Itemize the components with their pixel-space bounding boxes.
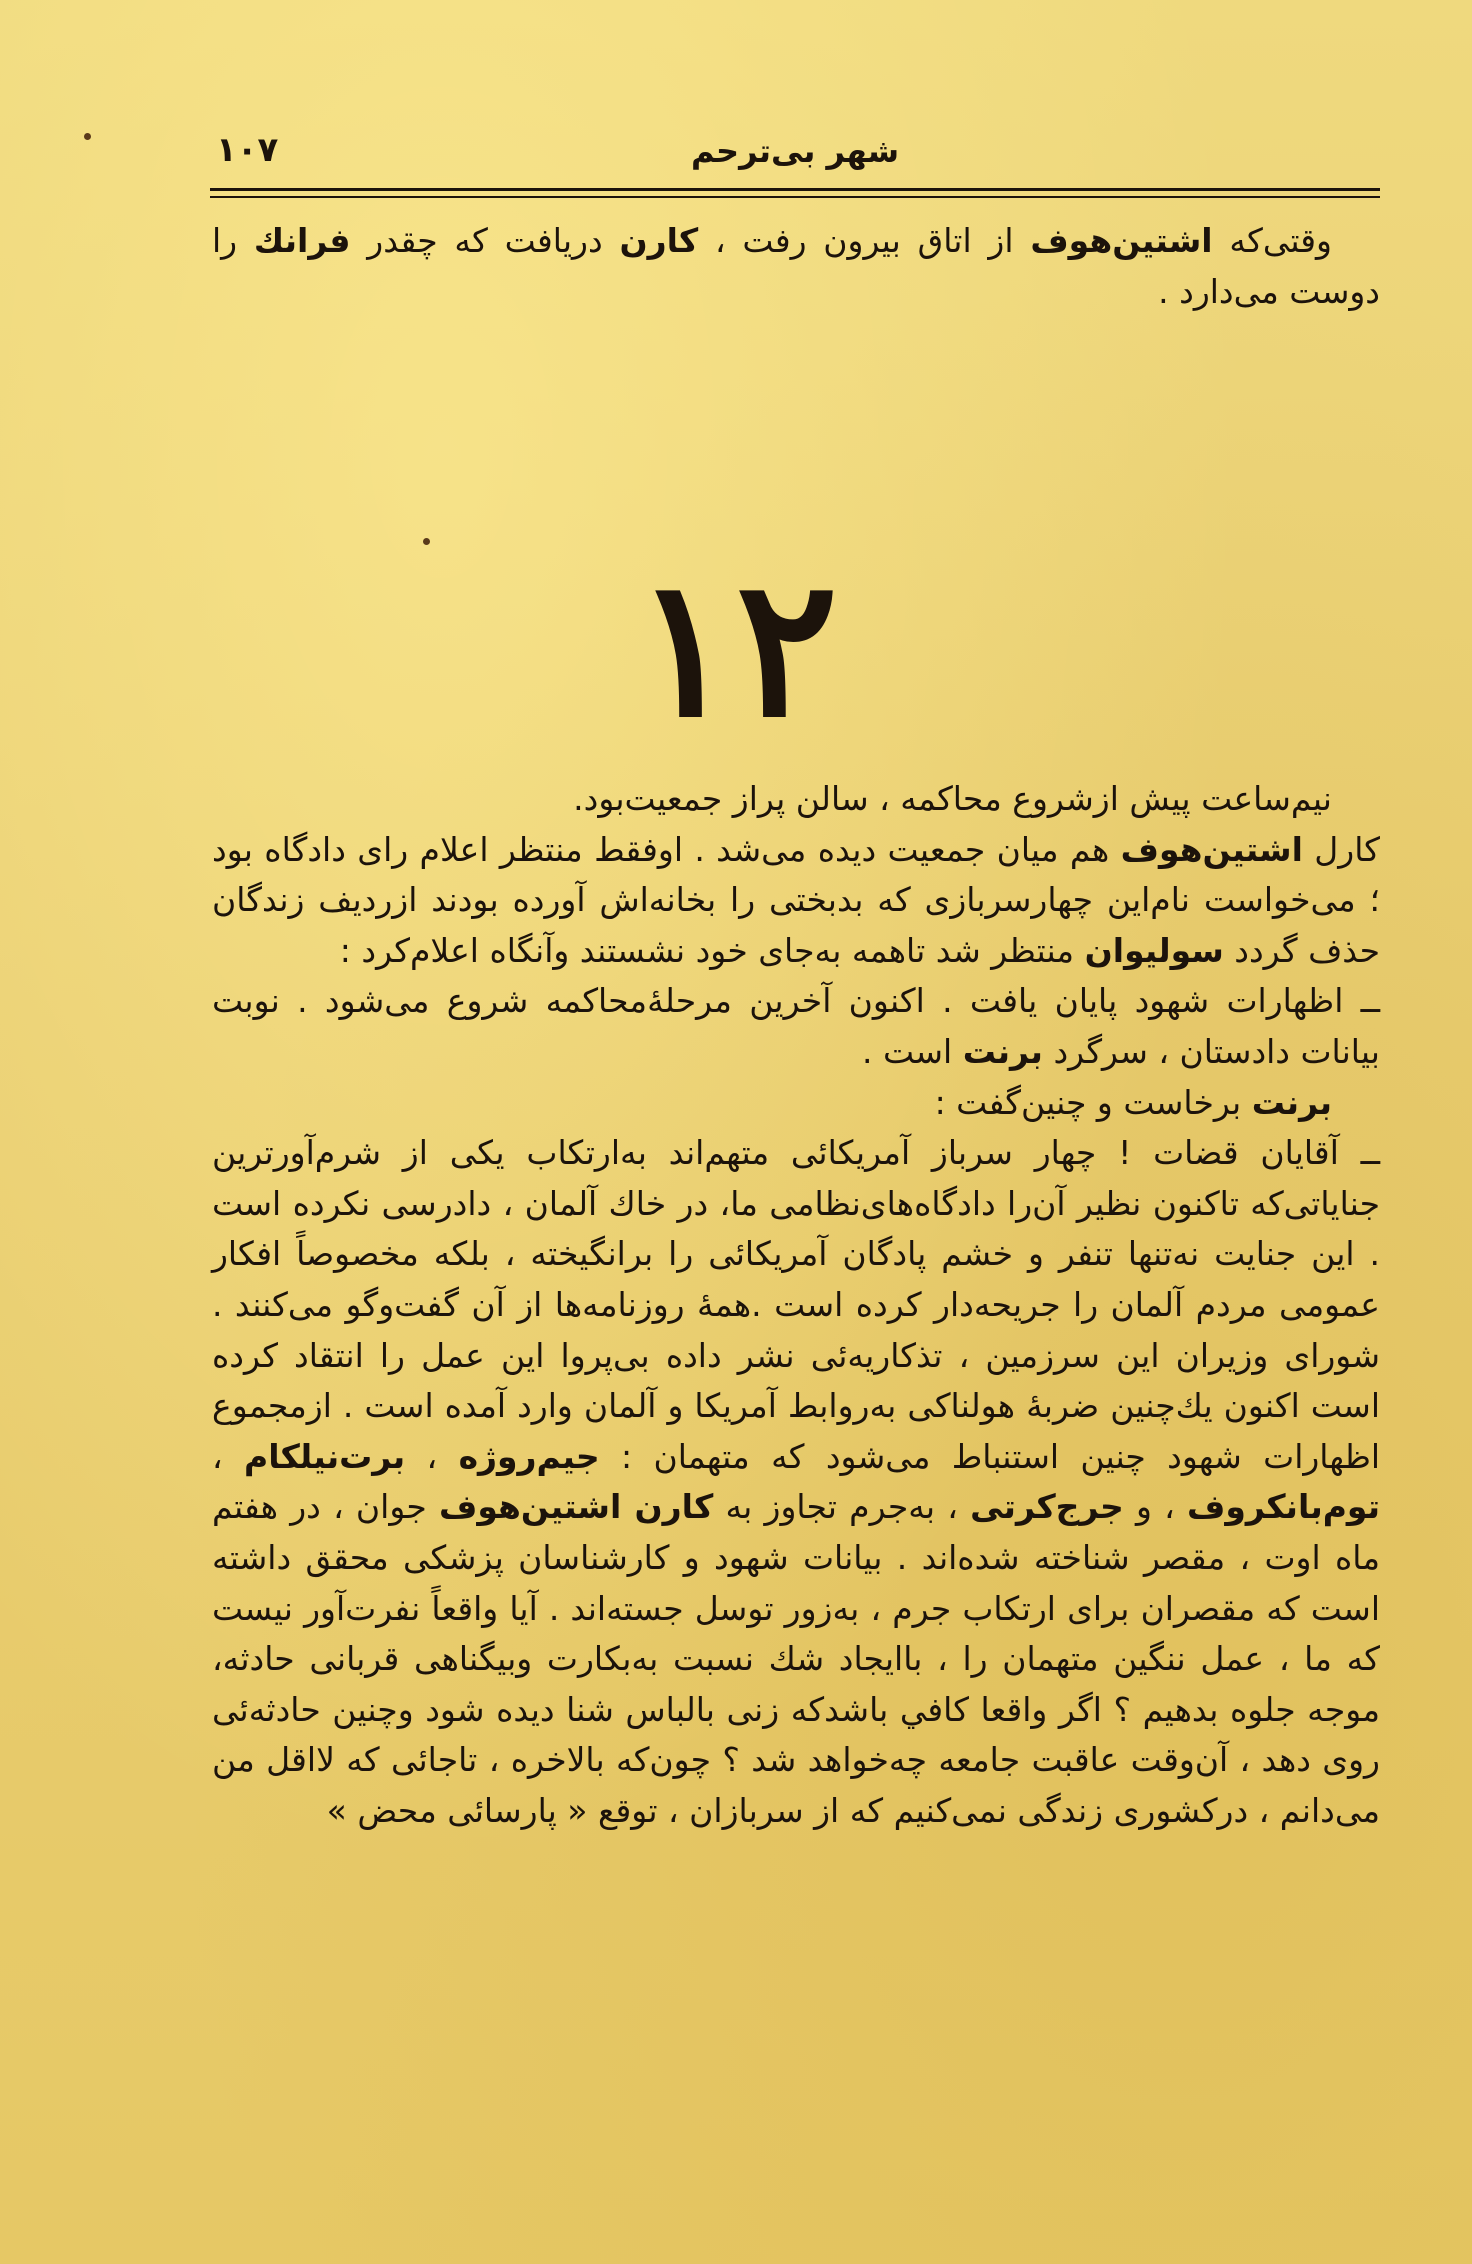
character-name: جیم‌روژه [458, 1436, 600, 1476]
character-name: اشتین‌هوف [1120, 829, 1303, 869]
character-name: جرج‌کرتی [970, 1487, 1124, 1527]
chapter-number: ۱۲ [633, 536, 839, 759]
character-name: توم‌بانکروف [1186, 1487, 1380, 1527]
chapter-body [212, 774, 1380, 1836]
page-header [210, 128, 1380, 188]
character-name: سولیوان [1084, 930, 1224, 970]
paragraph: برنت برخاست و چنین‌گفت : [934, 1082, 1332, 1122]
character-name: برنت [962, 1031, 1043, 1071]
character-name: برت‌نیلکام [244, 1436, 406, 1476]
paragraph: ــ اظهارات شهود پایان یافت . اکنون آخرین مرحلهٔ‌محاکمه شروع می‌شود . نوبت بیانات دادستان ، سرگرد برنت است . [212, 981, 1380, 1071]
paragraph: ــ آقایان قضات ! چهار سرباز آمریکائی متهم‌اند به‌ارتکاب یکی از شرم‌آورترین جنایاتی‌که تاکنون نظیر آن‌را دادگاه‌های‌نظامی ما، در خاك آلمان ، دادرسی نکرده است . این جنایت نه‌تنها تنفر و خشم پادگان آمریکائی را برانگیخته ، بلکه مخصوصاً افکار عمومی مردم آلمان را جریحه‌دار کرده است .همهٔ روزنامه‌ها از آن گفت‌وگو می‌کنند . شورای وزیران این سرزمین ، تذکاریه‌ئی نشر داده بی‌پروا این عمل را انتقاد کرده است اکنون یك‌چنین ضربهٔ هولناکی به‌روابط آمریکا و آلمان وارد آمده است . ازمجموع اظهارات شهود چنین استنباط می‌شود که متهمان : جیم‌روژه ، برت‌نیلکام ، توم‌بانکروف ، و جرج‌کرتی ، به‌جرم تجاوز به کارن اشتین‌هوف جوان ، در هفتم ماه اوت ، مقصر شناخته شده‌اند . بیانات شهود و کارشناسان پزشکی محقق داشته است که مقصران برای ارتکاب جرم ، به‌زور توسل جسته‌اند . آیا واقعاً نفرت‌آور نیست که ما ، عمل ننگین متهمان را ، باایجاد شك نسبت به‌بکارت وبیگناهی قربانی حادثه، موجه جلوه بدهیم ؟ اگر واقعا کافي باشدکه زنی بالباس شنا دیده شود وچنین حادثه‌ئی روی دهد ، آن‌وقت عاقبت جامعه چه‌خواهد شد ؟ چون‌که بالاخره ، تاجائی که لااقل من می‌دانم ، درکشوری زندگی نمی‌کنیم که از سربازان ، توقع « پارسائی محض » [212, 1133, 1380, 1830]
closing-paragraph: وقتی‌که اشتین‌هوف از اتاق بیرون رفت ، کارن دریافت که چقدر فرانك را دوست می‌دارد . [212, 221, 1380, 311]
page-number: ۱۰۷ [216, 130, 279, 170]
paper-speck [423, 538, 430, 545]
paragraph: کارل اشتین‌هوف هم میان جمعیت دیده می‌شد . اوفقط منتظر اعلام رای دادگاه بود ؛ می‌خواست نام‌این چهارسربازی که بدبختی را بخانه‌اش آورده بودند ازردیف زندگان حذف گردد سولیوان منتظر شد تاهمه به‌جای خود نشستند وآنگاه اعلام‌کرد : [212, 829, 1380, 970]
character-name: برنت [1251, 1082, 1332, 1122]
previous-chapter-ending [212, 216, 1380, 317]
character-name: اشتین‌هوف [1030, 221, 1213, 260]
character-name: فرانك [253, 221, 351, 260]
character-name: کارن اشتین‌هوف [439, 1487, 714, 1527]
header-rule-top [210, 188, 1380, 191]
paper-speck [84, 133, 91, 140]
header-rule-bottom [210, 196, 1380, 198]
running-title: شهر بی‌ترحم [690, 132, 900, 170]
character-name: کارن [619, 221, 699, 260]
paragraph: نیم‌ساعت پیش ازشروع محاکمه ، سالن پراز جمعیت‌بود. [573, 779, 1332, 818]
